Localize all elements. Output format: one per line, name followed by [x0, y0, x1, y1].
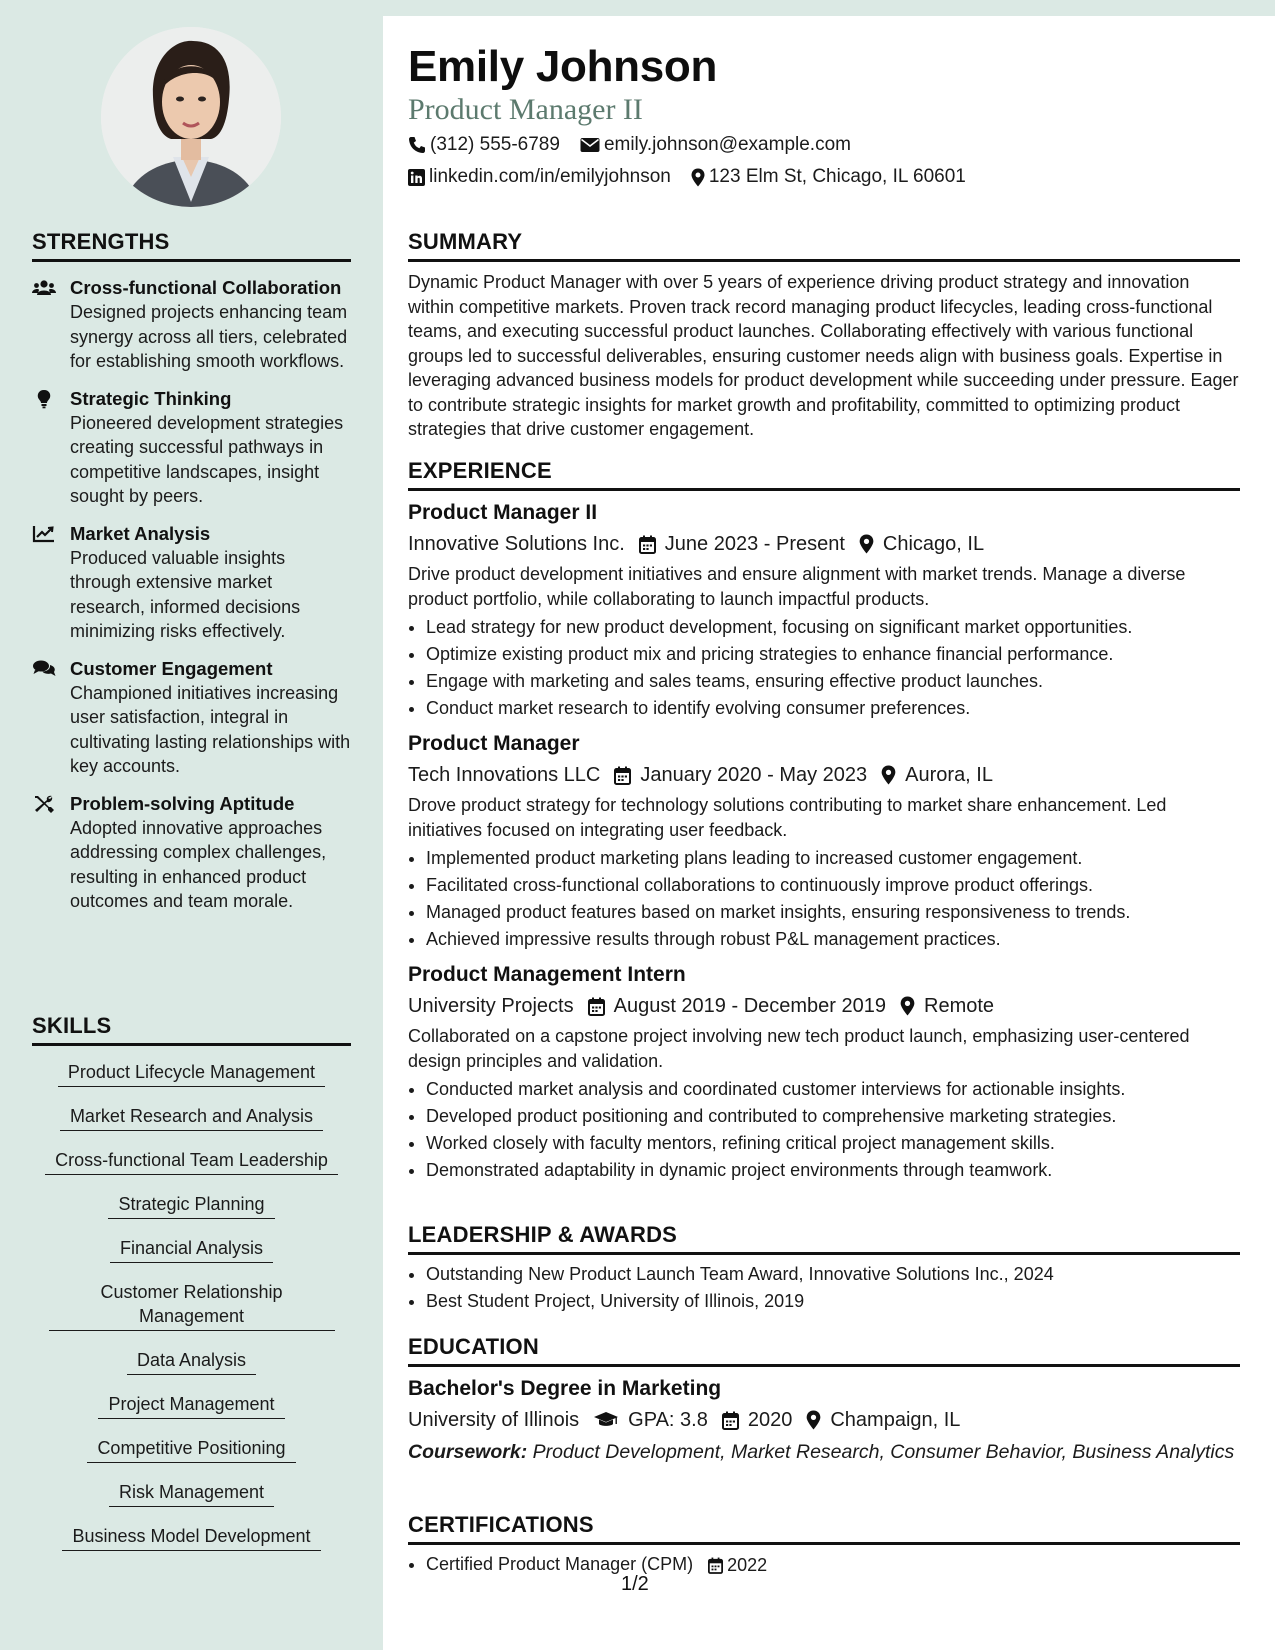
top-accent-bar — [383, 0, 1275, 16]
skill-item: Market Research and Analysis — [60, 1104, 323, 1131]
strength-item — [32, 522, 351, 644]
job-dates-text: January 2020 - May 2023 — [640, 764, 868, 786]
job-location — [900, 992, 994, 1020]
education-location-text: Champaign, IL — [830, 1409, 961, 1431]
map-marker-icon — [806, 1410, 821, 1430]
job-meta — [408, 530, 1240, 558]
school-name: University of Illinois — [408, 1409, 580, 1431]
job-entry — [408, 499, 1240, 722]
job-title: Product Manager II — [408, 501, 598, 524]
profile-photo — [101, 27, 281, 207]
gpa — [593, 1406, 708, 1434]
skill-item: Competitive Positioning — [87, 1436, 295, 1463]
users-icon — [32, 278, 56, 298]
job-dates — [639, 530, 845, 558]
strength-item — [32, 657, 351, 779]
certification-item — [426, 1551, 1240, 1579]
contact-row-1 — [408, 134, 871, 156]
comments-icon — [32, 659, 56, 679]
awards-section — [408, 1222, 1240, 1315]
portrait-illustration — [101, 27, 281, 207]
contact-row-2 — [408, 166, 986, 188]
strengths-section — [32, 229, 351, 927]
job-title: Product Management Intern — [408, 963, 686, 986]
skill-item: Risk Management — [109, 1480, 274, 1507]
graduation-cap-icon — [593, 1411, 619, 1429]
strength-item — [32, 387, 351, 509]
strength-desc: Produced valuable insights through extensive market research, informed decisions minimizing risks effectively. — [70, 547, 301, 641]
address-text: 123 Elm St, Chicago, IL 60601 — [708, 166, 966, 187]
linkedin-text[interactable]: linkedin.com/in/emilyjohnson — [429, 166, 671, 187]
job-bullet: • Facilitated cross-functional collaborations to continuously improve product offerings. — [426, 872, 1240, 899]
skill-item: Strategic Planning — [108, 1192, 274, 1219]
job-bullet: • Achieved impressive results through robust P&L management practices. — [426, 926, 1240, 953]
job-entry — [408, 730, 1240, 953]
certification-name: Certified Product Manager (CPM) — [426, 1554, 694, 1574]
job-location — [881, 761, 993, 789]
map-marker-icon — [691, 168, 705, 187]
job-location — [859, 530, 984, 558]
calendar-icon — [639, 535, 656, 554]
job-meta — [408, 992, 1240, 1020]
job-bullet: • Optimize existing product mix and pricing strategies to enhance financial performance. — [426, 641, 1240, 668]
gpa-text: GPA: 3.8 — [628, 1409, 708, 1431]
job-entry — [408, 961, 1240, 1184]
job-bullets — [408, 614, 1240, 722]
awards-list — [408, 1261, 1240, 1315]
awards-heading: LEADERSHIP & AWARDS — [408, 1222, 1240, 1255]
tools-icon — [32, 794, 56, 814]
strength-title: Market Analysis — [70, 522, 211, 544]
strength-item — [32, 276, 351, 374]
job-description: Drove product strategy for technology solutions contributing to market share enhancement. Led initiatives focused on integrating user feedback. — [408, 795, 1167, 840]
education-section — [408, 1334, 1240, 1465]
skills-list — [32, 1060, 351, 1568]
job-location-text: Remote — [924, 995, 995, 1017]
candidate-name: Emily Johnson — [408, 42, 718, 91]
linkedin-icon — [408, 169, 425, 186]
phone-text: (312) 555-6789 — [430, 134, 560, 155]
education-heading: EDUCATION — [408, 1334, 1240, 1367]
job-bullet: • Managed product features based on market insights, ensuring responsiveness to trends. — [426, 899, 1240, 926]
chart-line-icon — [32, 524, 56, 544]
candidate-title: Product Manager II — [408, 93, 643, 126]
phone-icon — [408, 136, 426, 154]
award-item: • Best Student Project, University of Illinois, 2019 — [426, 1288, 1240, 1315]
job-meta — [408, 761, 1240, 789]
graduation-year — [722, 1406, 793, 1434]
certifications-list — [408, 1551, 1240, 1579]
lightbulb-icon — [32, 389, 56, 409]
strength-desc: Designed projects enhancing team synergy across all tiers, celebrated for establishing smooth workflows. — [70, 302, 348, 371]
map-marker-icon — [881, 765, 896, 785]
coursework — [408, 1440, 1240, 1465]
coursework-label: Coursework: — [408, 1441, 528, 1463]
job-bullet: • Worked closely with faculty mentors, refining critical project management skills. — [426, 1130, 1240, 1157]
job-dates — [614, 761, 867, 789]
award-item: • Outstanding New Product Launch Team Award, Innovative Solutions Inc., 2024 — [426, 1261, 1240, 1288]
skills-section — [32, 1013, 351, 1568]
experience-heading: EXPERIENCE — [408, 458, 1240, 491]
skill-item: Business Model Development — [62, 1524, 320, 1551]
skills-heading: SKILLS — [32, 1013, 351, 1046]
phone — [408, 134, 560, 156]
job-location-text: Aurora, IL — [905, 764, 993, 786]
skill-item: Cross-functional Team Leadership — [45, 1148, 338, 1175]
calendar-icon — [614, 766, 631, 785]
linkedin[interactable] — [408, 166, 671, 188]
graduation-year-text: 2020 — [747, 1409, 793, 1431]
job-location-text: Chicago, IL — [882, 533, 985, 555]
education-location — [806, 1406, 960, 1434]
job-bullet: • Demonstrated adaptability in dynamic project environments through teamwork. — [426, 1157, 1240, 1184]
address — [691, 166, 966, 188]
job-bullets — [408, 845, 1240, 953]
job-description: Collaborated on a capstone project involving new tech product launch, emphasizing user-centered design principles and validation. — [408, 1026, 1190, 1071]
certification-year — [708, 1552, 767, 1579]
education-meta — [408, 1406, 1240, 1434]
job-bullet: • Developed product positioning and contributed to comprehensive marketing strategies. — [426, 1103, 1240, 1130]
job-dates-text: June 2023 - Present — [664, 533, 845, 555]
calendar-icon — [708, 1557, 723, 1574]
job-company: Innovative Solutions Inc. — [408, 533, 625, 555]
job-title: Product Manager — [408, 732, 580, 755]
strength-desc: Adopted innovative approaches addressing complex challenges, resulting in enhanced product outcomes and team morale. — [70, 817, 327, 911]
job-bullet: • Implemented product marketing plans leading to increased customer engagement. — [426, 845, 1240, 872]
job-dates-text: August 2019 - December 2019 — [613, 995, 887, 1017]
strength-item — [32, 792, 351, 914]
strength-desc: Championed initiatives increasing user satisfaction, integral in cultivating lasting relationships with key accounts. — [70, 682, 351, 776]
summary-text: Dynamic Product Manager with over 5 years of experience driving product strategy and innovation within competitive markets. Proven track record managing product lifecycles, leading cross-functional teams, and executing successful product launches. Collaborating effectively with various functional groups led to successful deliverables, ensuring customer needs align with business goals. Expertise in leveraging advanced business models for product development while succeeding under pressure. Eager to contribute strategic insights for market growth and profitability, committed to optimizing product strategies that drive customer engagement. — [408, 272, 1239, 439]
job-description: Drive product development initiatives and ensure alignment with market trends. Manage a diverse product portfolio, while collaborating to launch impactful products. — [408, 564, 1186, 609]
job-bullets — [408, 1076, 1240, 1184]
skill-item: Project Management — [98, 1392, 284, 1419]
skill-item: Financial Analysis — [110, 1236, 273, 1263]
calendar-icon — [722, 1411, 739, 1430]
job-bullet: • Lead strategy for new product development, focusing on significant market opportunities. — [426, 614, 1240, 641]
job-bullet: • Engage with marketing and sales teams, ensuring effective product launches. — [426, 668, 1240, 695]
map-marker-icon — [859, 534, 874, 554]
sidebar — [0, 0, 383, 1650]
strength-title: Cross-functional Collaboration — [70, 277, 342, 298]
experience-section — [408, 458, 1240, 1184]
job-bullet: • Conducted market analysis and coordinated customer interviews for actionable insights. — [426, 1076, 1240, 1103]
calendar-icon — [588, 997, 605, 1016]
certifications-heading: CERTIFICATIONS — [408, 1512, 1240, 1545]
certifications-section — [408, 1512, 1240, 1579]
certification-year-text: 2022 — [727, 1554, 768, 1575]
skill-item: Data Analysis — [127, 1348, 256, 1375]
job-bullet: • Conduct market research to identify evolving consumer preferences. — [426, 695, 1240, 722]
strength-desc: Pioneered development strategies creating successful pathways in competitive landscapes, insight sought by peers. — [70, 412, 344, 506]
envelope-icon — [580, 137, 600, 153]
skill-item: Customer Relationship Management — [49, 1280, 335, 1331]
job-company: Tech Innovations LLC — [408, 764, 601, 786]
job-dates — [588, 992, 886, 1020]
strengths-heading: STRENGTHS — [32, 229, 351, 262]
strength-title: Strategic Thinking — [70, 387, 232, 409]
strength-title: Customer Engagement — [70, 657, 273, 679]
email[interactable] — [580, 134, 851, 156]
email-text[interactable]: emily.johnson@example.com — [603, 134, 851, 155]
job-company: University Projects — [408, 995, 574, 1017]
strength-title: Problem-solving Aptitude — [70, 792, 295, 814]
degree-title: Bachelor's Degree in Marketing — [408, 1377, 722, 1400]
coursework-text: Product Development, Market Research, Consumer Behavior, Business Analytics — [532, 1441, 1235, 1463]
summary-heading: SUMMARY — [408, 229, 1240, 262]
page-number: 1/2 — [621, 1573, 649, 1595]
map-marker-icon — [900, 996, 915, 1016]
skill-item: Product Lifecycle Management — [58, 1060, 325, 1087]
summary-section — [408, 229, 1240, 442]
